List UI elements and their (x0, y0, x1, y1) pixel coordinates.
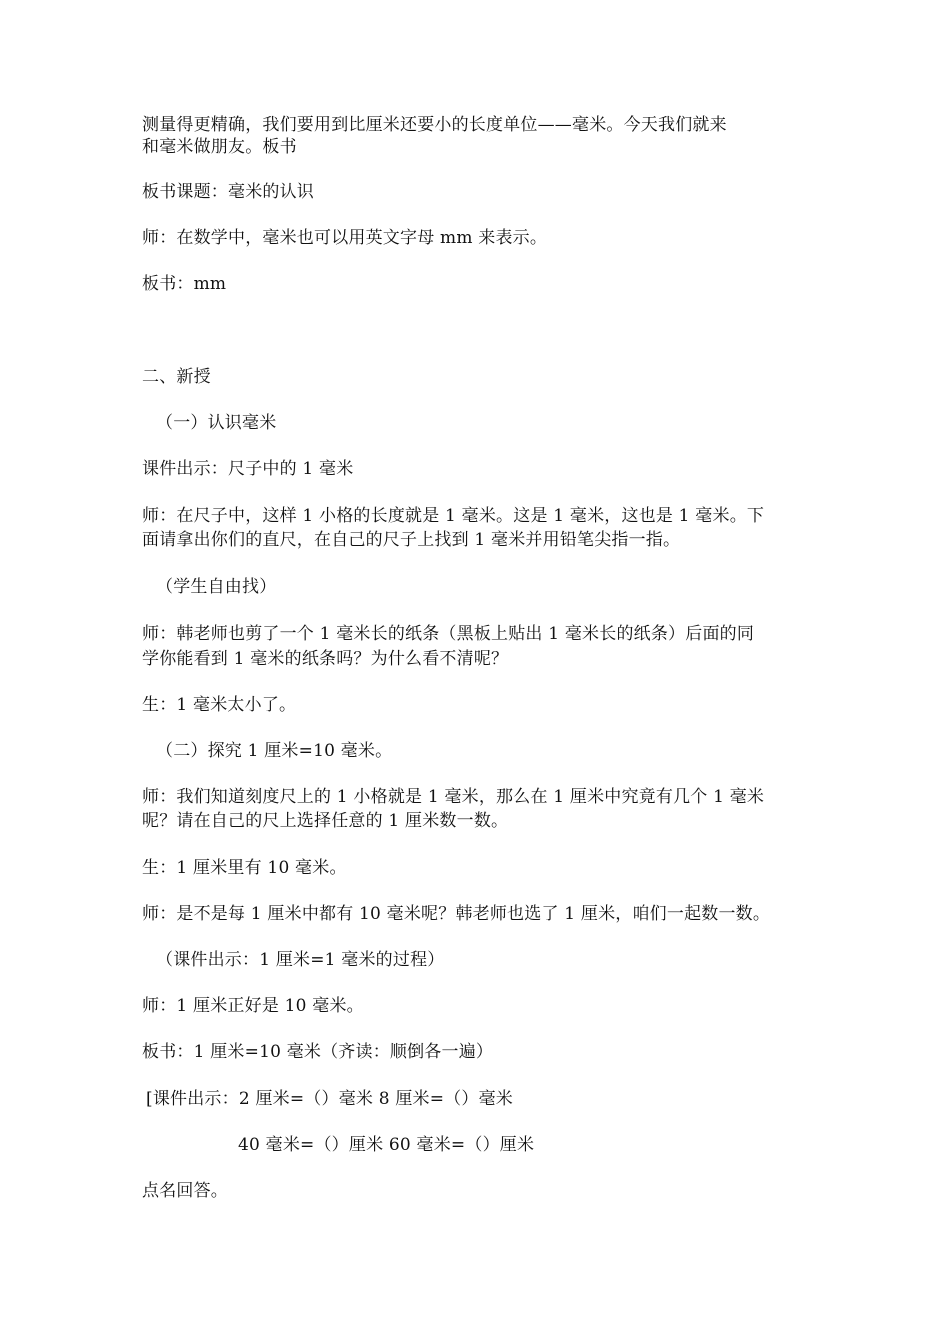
paragraph-intro-line-2: 和毫米做朋友。板书 (142, 137, 297, 157)
paragraph-exercise-line-2: 40 毫米=（）厘米 60 毫米=（）厘米 (238, 1135, 535, 1155)
paragraph-lesson-title: 板书课题：毫米的认识 (142, 182, 314, 202)
section-heading-new-lesson: 二、新授 (142, 367, 211, 387)
paragraph-teacher-ruler-line-2: 面请拿出你们的直尺，在自己的尺子上找到 1 毫米并用铅笔尖指一指。 (142, 530, 681, 550)
paragraph-exercise-line-1: [课件出示：2 厘米=（）毫米 8 厘米=（）毫米 (146, 1089, 513, 1109)
paragraph-mm-symbol: 师：在数学中，毫米也可以用英文字母 mm 来表示。 (142, 228, 548, 248)
paragraph-paper-strip-line-2: 学你能看到 1 毫米的纸条吗？为什么看不清呢？ (142, 649, 509, 669)
paragraph-roll-call: 点名回答。 (142, 1181, 228, 1201)
paragraph-board-conversion: 板书：1 厘米=10 毫米（齐读：顺倒各一遍） (142, 1042, 494, 1062)
paragraph-teacher-check: 师：是不是每 1 厘米中都有 10 毫米呢？韩老师也选了 1 厘米，咱们一起数一数。 (142, 904, 771, 924)
paragraph-teacher-conclusion: 师：1 厘米正好是 10 毫米。 (142, 996, 364, 1016)
document-page (142, 0, 812, 1344)
paragraph-teacher-ruler-line-1: 师：在尺子中，这样 1 小格的长度就是 1 毫米。这是 1 毫米，这也是 1 毫米。下 (142, 506, 765, 526)
paragraph-count-line-1: 师：我们知道刻度尺上的 1 小格就是 1 毫米，那么在 1 厘米中究竟有几个 1 毫米 (142, 787, 765, 807)
paragraph-board-mm: 板书：mm (142, 274, 227, 294)
paragraph-courseware-1: 课件出示：尺子中的 1 毫米 (142, 459, 354, 479)
paragraph-courseware-2: （课件出示：1 厘米=1 毫米的过程） (156, 950, 445, 970)
subsection-heading-2: （二）探究 1 厘米=10 毫米。 (156, 741, 393, 761)
paragraph-students-find: （学生自由找） (156, 577, 277, 597)
paragraph-student-answer-2: 生：1 厘米里有 10 毫米。 (142, 858, 347, 878)
paragraph-student-answer-1: 生：1 毫米太小了。 (142, 695, 297, 715)
paragraph-paper-strip-line-1: 师：韩老师也剪了一个 1 毫米长的纸条（黑板上贴出 1 毫米长的纸条）后面的同 (142, 624, 755, 644)
paragraph-count-line-2: 呢？请在自己的尺上选择任意的 1 厘米数一数。 (142, 811, 509, 831)
subsection-heading-1: （一）认识毫米 (156, 413, 277, 433)
paragraph-intro-line-1: 测量得更精确，我们要用到比厘米还要小的长度单位——毫米。今天我们就来 (142, 115, 727, 135)
